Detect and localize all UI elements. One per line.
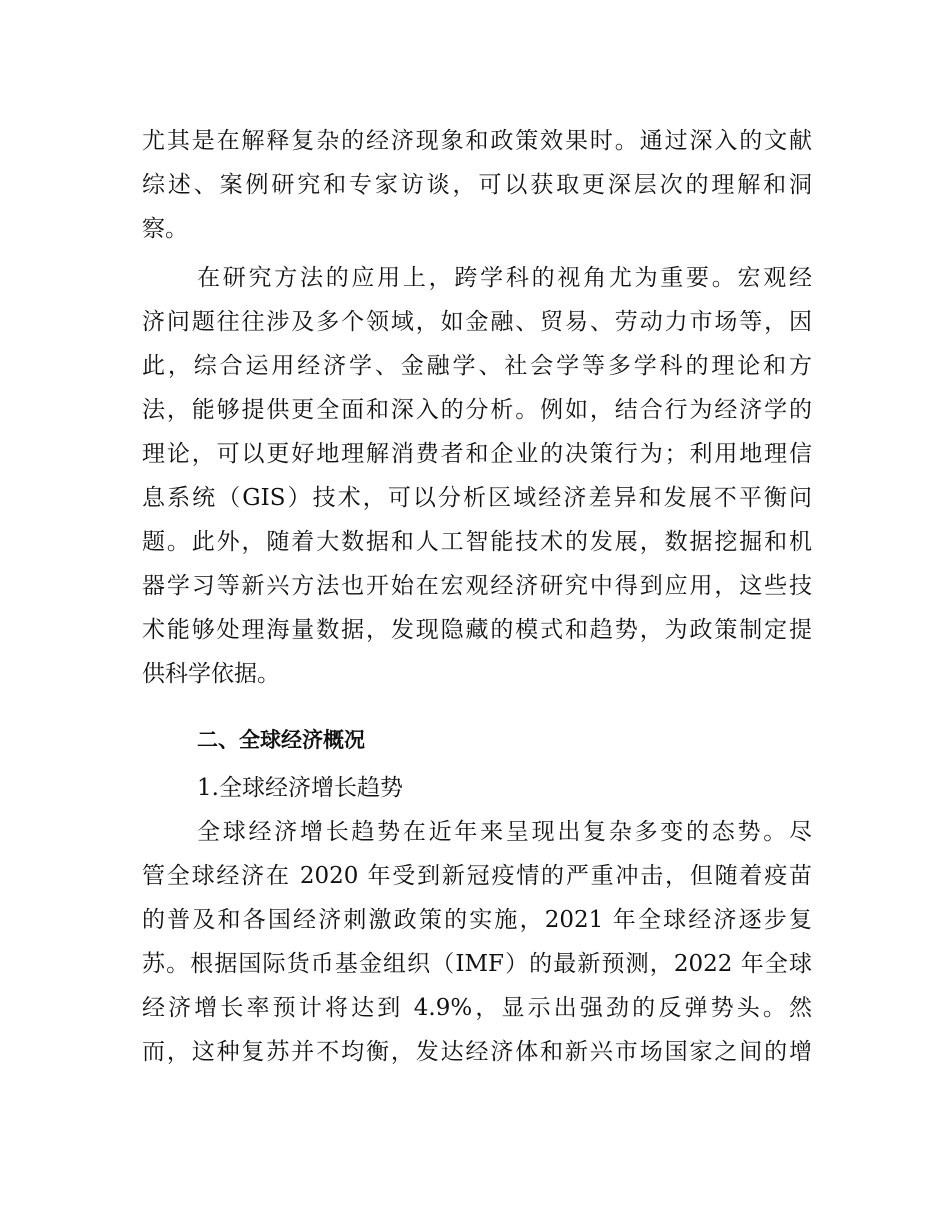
paragraph-line: 察。	[142, 216, 188, 242]
paragraph-line: 尤其是在解释复杂的经济现象和政策效果时。通过深入的文献	[142, 128, 812, 154]
paragraph-line: 器学习等新兴方法也开始在宏观经济研究中得到应用，这些技	[142, 573, 812, 599]
paragraph-line: 综述、案例研究和专家访谈，可以获取更深层次的理解和洞	[142, 172, 812, 198]
paragraph-line: 此，综合运用经济学、金融学、社会学等多学科的理论和方	[142, 353, 812, 379]
subsection-heading: 1.全球经济增长趋势	[197, 775, 403, 801]
paragraph-line: 供科学依据。	[142, 661, 280, 687]
paragraph-line: 术能够处理海量数据，发现隐藏的模式和趋势，为政策制定提	[142, 617, 812, 643]
paragraph-line: 在研究方法的应用上，跨学科的视角尤为重要。宏观经	[197, 265, 812, 291]
paragraph-line: 经济增长率预计将达到 4.9%，显示出强劲的反弹势头。然	[142, 995, 812, 1021]
paragraph-line: 法，能够提供更全面和深入的分析。例如，结合行为经济学的	[142, 397, 812, 423]
paragraph-line: 济问题往往涉及多个领域，如金融、贸易、劳动力市场等，因	[142, 309, 812, 335]
paragraph-line: 息系统（GIS）技术，可以分析区域经济差异和发展不平衡问	[142, 485, 812, 511]
paragraph-line: 题。此外，随着大数据和人工智能技术的发展，数据挖掘和机	[142, 529, 812, 555]
paragraph-line: 而，这种复苏并不均衡，发达经济体和新兴市场国家之间的增	[142, 1039, 812, 1065]
paragraph-line: 苏。根据国际货币基金组织（IMF）的最新预测，2022 年全球	[142, 951, 812, 977]
paragraph-line: 管全球经济在 2020 年受到新冠疫情的严重冲击，但随着疫苗	[142, 863, 812, 889]
section-heading: 二、全球经济概况	[197, 728, 365, 752]
paragraph-line: 理论，可以更好地理解消费者和企业的决策行为；利用地理信	[142, 441, 812, 467]
paragraph-line: 全球经济增长趋势在近年来呈现出复杂多变的态势。尽	[197, 819, 812, 845]
paragraph-line: 的普及和各国经济刺激政策的实施，2021 年全球经济逐步复	[142, 907, 812, 933]
